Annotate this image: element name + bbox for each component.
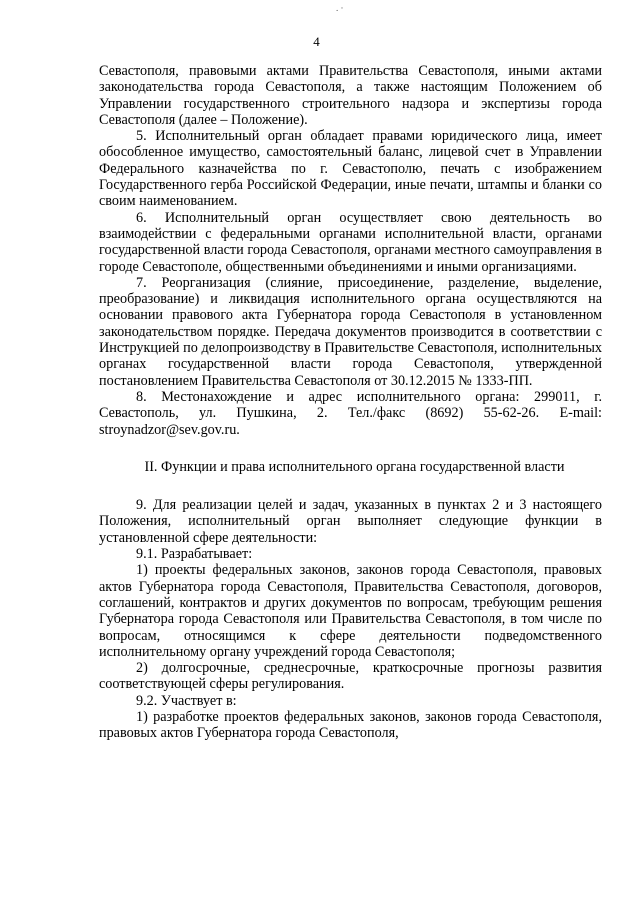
paragraph-item-8: 8. Местонахождение и адрес исполнительного органа: 299011, г. Севастополь, ул. Пушкина, 2. Тел./факс (8692) 55-62-26. E-mail: stroynadzor@sev.gov.ru. <box>99 388 602 438</box>
page-number: 4 <box>313 34 320 49</box>
paragraph-item-9-2: 9.2. Участвует в: <box>136 692 237 709</box>
section-heading: II. Функции и права исполнительного органа государственной власти <box>144 458 565 475</box>
paragraph-item-6: 6. Исполнительный орган осуществляет свою деятельность во взаимодействии с федеральными органами исполнительной власти, органами государственной власти города Севастополя, органами местного самоуправления в городе Севастополе, общественными объединениями и иными организациями. <box>99 209 602 275</box>
scan-mark: . · <box>336 3 344 13</box>
paragraph-item-9-1: 9.1. Разрабатывает: <box>136 546 253 563</box>
paragraph-subitem-9-1-1: 1) проекты федеральных законов, законов города Севастополя, правовых актов Губернатора города Севастополя, Правительства Севастополя, договоров, соглашений, контрактов и других документов по вопросам, требующим решения Губернатора города Севастополя или Правительства Севастополя, в том числе по вопросам, относящимся к сфере деятельности подведомственного исполнительному органу учреждений города Севастополя; <box>99 562 602 660</box>
paragraph-item-9: 9. Для реализации целей и задач, указанных в пунктах 2 и 3 настоящего Положения, исполнительный орган выполняет следующие функции в установленной сфере деятельности: <box>99 497 602 546</box>
paragraph-item-5: 5. Исполнительный орган обладает правами юридического лица, имеет обособленное имущество, самостоятельный баланс, лицевой счет в Управлении Федерального казначейства по г. Севастополю, печать с изображением Государственного герба Российской Федерации, иные печати, штампы и бланки со своим наименованием. <box>99 128 602 210</box>
paragraph-subitem-9-1-2: 2) долгосрочные, среднесрочные, краткосрочные прогнозы развития соответствующей сферы регулирования. <box>99 660 602 693</box>
paragraph-item-7: 7. Реорганизация (слияние, присоединение, разделение, выделение, преобразование) и ликвидация исполнительного органа осуществляются на основании правового акта Губернатора города Севастополя в установленном законодательством порядке. Передача документов производится в соответствии с Инструкцией по делопроизводству в Правительстве Севастополя, исполнительных органах государственной власти города Севастополя, утвержденной постановлением Правительства Севастополя от 30.12.2015 № 1333-ПП. <box>99 274 602 389</box>
paragraph-continuation: Севастополя, правовыми актами Правительства Севастополя, иными актами законодательства города Севастополя, а также настоящим Положением об Управлении государственного строительного надзора и экспертизы города Севастополя (далее – Положение). <box>99 63 602 128</box>
paragraph-subitem-9-2-1: 1) разработке проектов федеральных законов, законов города Севастополя, правовых актов Губернатора города Севастополя, <box>99 708 602 742</box>
document-body <box>99 63 602 742</box>
